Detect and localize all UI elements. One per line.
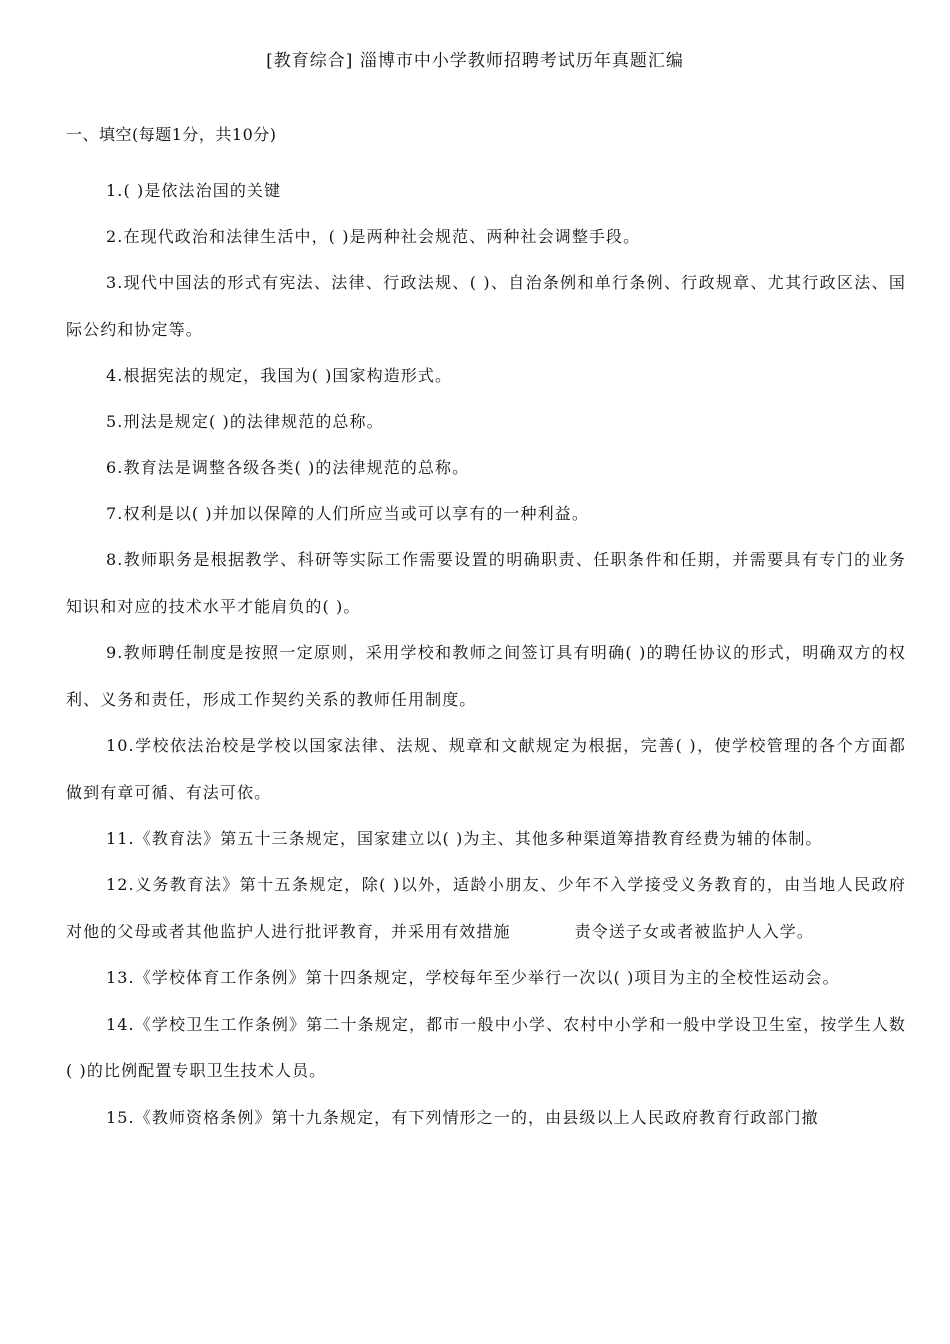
question-item-2: 2.在现代政治和法律生活中，( )是两种社会规范、两种社会调整手段。: [106, 227, 641, 246]
document-title: [教育综合] 淄博市中小学教师招聘考试历年真题汇编: [266, 51, 684, 71]
question-item-12: [66, 862, 906, 955]
section-heading: 一、填空(每题1分，共10分): [66, 125, 277, 144]
question-item-14: 14.《学校卫生工作条例》第二十条规定，都市一般中小学、农村中小学和一般中学设卫生室，按学生人数( )的比例配置专职卫生技术人员。: [66, 1014, 906, 1080]
question-item-5: 5.刑法是规定( )的法律规范的总称。: [106, 412, 384, 431]
question-item-8: 8.教师职务是根据教学、科研等实际工作需要设置的明确职责、任职条件和任期，并需要具有专门的业务知识和对应的技术水平才能肩负的( )。: [66, 550, 906, 616]
question-item-10: 10.学校依法治校是学校以国家法律、法规、规章和文献规定为根据，完善( )，使学校管理的各个方面都做到有章可循、有法可依。: [66, 736, 906, 802]
question-item-6: 6.教育法是调整各级各类( )的法律规范的总称。: [106, 458, 470, 477]
question-item-13: 13.《学校体育工作条例》第十四条规定，学校每年至少举行一次以( )项目为主的全校性运动会。: [106, 968, 840, 987]
question-item-15: 15.《教师资格条例》第十九条规定，有下列情形之一的，由县级以上人民政府教育行政部门撤: [106, 1107, 819, 1127]
question-item-12-part-1: 12.义务教育法》第十五条规定，除( )以外，适龄小朋友、少年不入学接受义务教育的，由当地人民政府对他的父母或者其他监护人进行批评教育，并采用有效措施: [66, 875, 906, 941]
question-item-4: 4.根据宪法的规定，我国为( )国家构造形式。: [106, 366, 453, 385]
question-item-9: 9.教师聘任制度是按照一定原则，采用学校和教师之间签订具有明确( )的聘任协议的形式，明确双方的权利、义务和责任，形成工作契约关系的教师任用制度。: [66, 643, 906, 709]
question-item-7: 7.权利是以( )并加以保障的人们所应当或可以享有的一种利益。: [106, 504, 589, 523]
question-item-11: 11.《教育法》第五十三条规定，国家建立以( )为主、其他多种渠道筹措教育经费为辅的体制。: [106, 829, 823, 848]
question-item-12-part-2: 责令送子女或者被监护人入学。: [574, 921, 815, 941]
question-list: [66, 168, 906, 1141]
question-item-3: 3.现代中国法的形式有宪法、法律、行政法规、( )、自治条例和单行条例、行政规章、尤其行政区法、国际公约和协定等。: [66, 273, 906, 339]
question-item-1: 1.( )是依法治国的关键: [106, 181, 282, 200]
